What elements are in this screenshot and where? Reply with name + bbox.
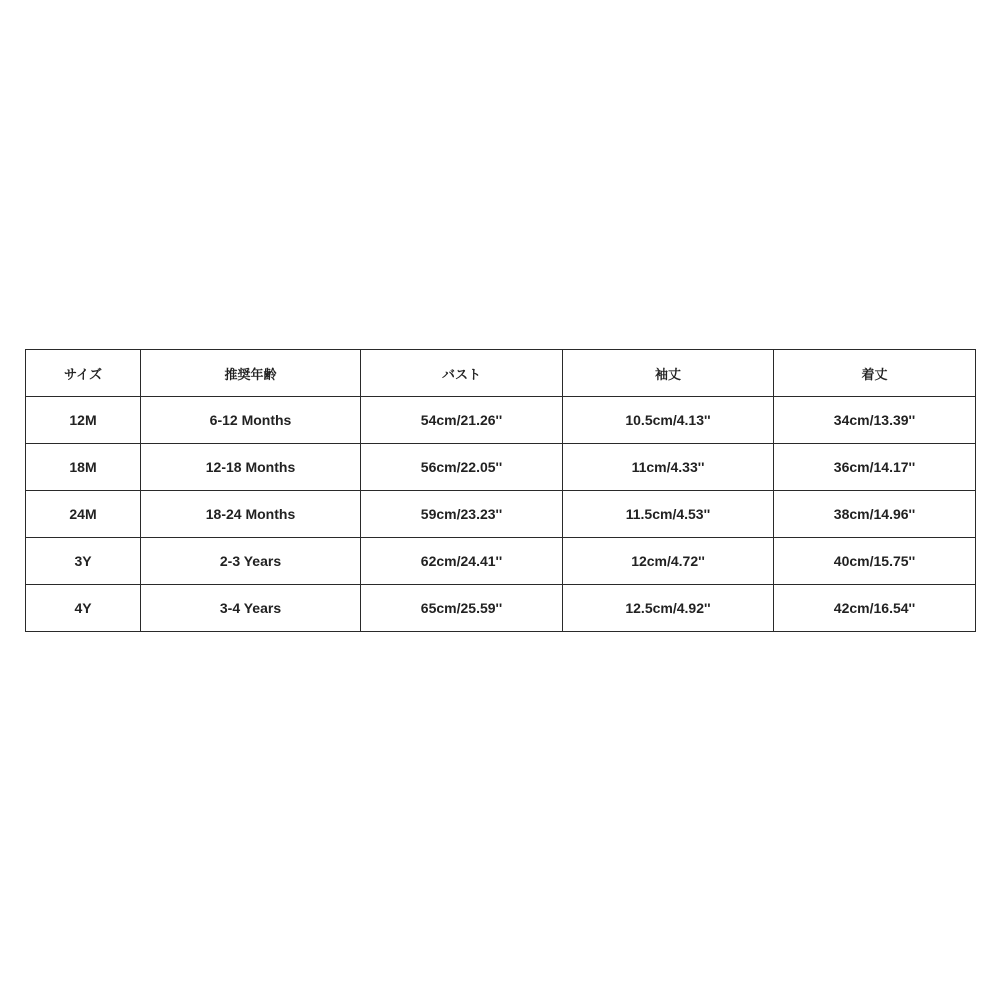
cell-bust: 54cm/21.26'' <box>361 397 563 444</box>
size-chart-table <box>25 349 976 632</box>
table-row <box>26 585 976 632</box>
table-row <box>26 491 976 538</box>
cell-size: 3Y <box>26 538 141 585</box>
header-size: サイズ <box>26 350 141 397</box>
cell-age: 6-12 Months <box>141 397 361 444</box>
cell-size: 12M <box>26 397 141 444</box>
cell-length: 40cm/15.75'' <box>774 538 976 585</box>
cell-age: 12-18 Months <box>141 444 361 491</box>
table-header-row <box>26 350 976 397</box>
table-row <box>26 397 976 444</box>
cell-sleeve: 10.5cm/4.13'' <box>563 397 774 444</box>
cell-age: 18-24 Months <box>141 491 361 538</box>
header-sleeve-length: 袖丈 <box>563 350 774 397</box>
cell-bust: 56cm/22.05'' <box>361 444 563 491</box>
cell-sleeve: 11cm/4.33'' <box>563 444 774 491</box>
header-recommended-age: 推奨年齢 <box>141 350 361 397</box>
table-row <box>26 538 976 585</box>
cell-length: 34cm/13.39'' <box>774 397 976 444</box>
cell-length: 38cm/14.96'' <box>774 491 976 538</box>
header-bust: バスト <box>361 350 563 397</box>
cell-age: 3-4 Years <box>141 585 361 632</box>
cell-size: 18M <box>26 444 141 491</box>
cell-age: 2-3 Years <box>141 538 361 585</box>
cell-bust: 62cm/24.41'' <box>361 538 563 585</box>
cell-size: 4Y <box>26 585 141 632</box>
table-row <box>26 444 976 491</box>
cell-sleeve: 11.5cm/4.53'' <box>563 491 774 538</box>
cell-length: 36cm/14.17'' <box>774 444 976 491</box>
cell-sleeve: 12cm/4.72'' <box>563 538 774 585</box>
header-body-length: 着丈 <box>774 350 976 397</box>
cell-length: 42cm/16.54'' <box>774 585 976 632</box>
cell-bust: 59cm/23.23'' <box>361 491 563 538</box>
cell-bust: 65cm/25.59'' <box>361 585 563 632</box>
cell-sleeve: 12.5cm/4.92'' <box>563 585 774 632</box>
cell-size: 24M <box>26 491 141 538</box>
